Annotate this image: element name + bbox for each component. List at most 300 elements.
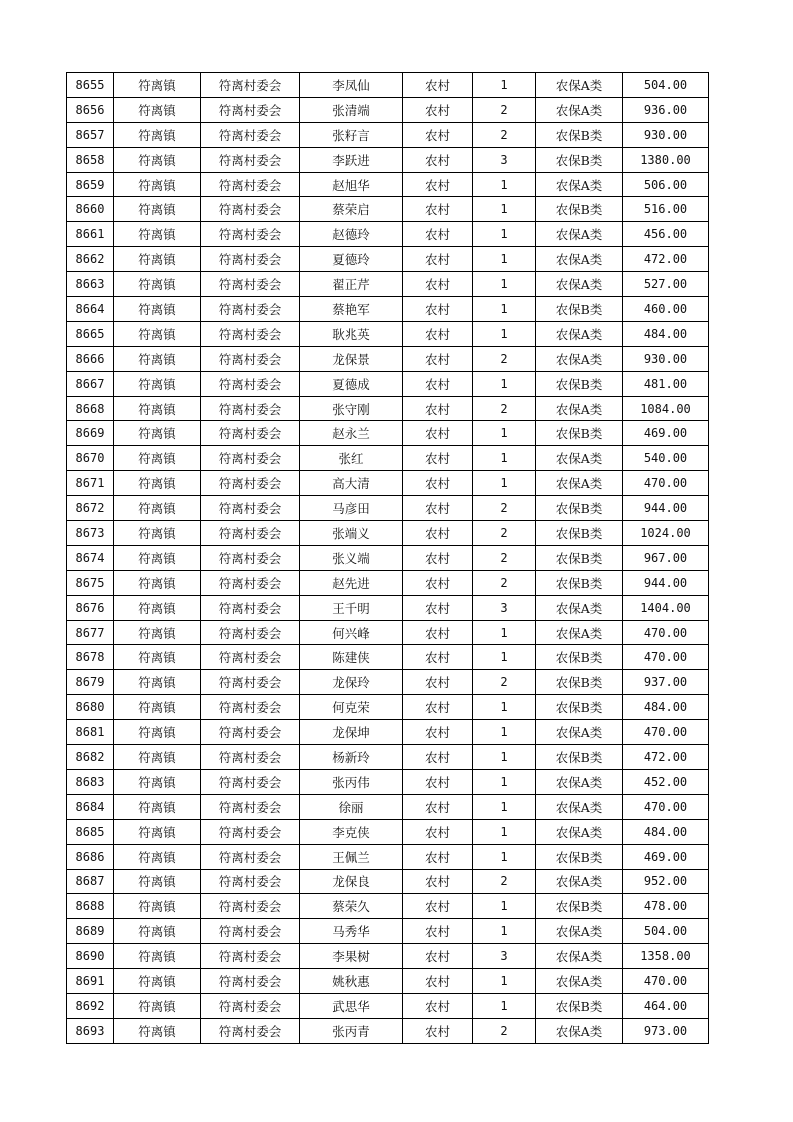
- insurance-category-cell: 农保A类: [536, 97, 623, 122]
- area-type-cell: 农村: [403, 944, 473, 969]
- insurance-category-cell: 农保B类: [536, 147, 623, 172]
- amount-cell: 481.00: [623, 371, 709, 396]
- insurance-category-cell: 农保B类: [536, 645, 623, 670]
- record-number-cell: 8662: [67, 247, 114, 272]
- person-name-cell: 何兴峰: [300, 620, 403, 645]
- table-row: [67, 222, 709, 247]
- record-number-cell: 8676: [67, 595, 114, 620]
- amount-cell: 470.00: [623, 471, 709, 496]
- town-cell: 符离镇: [114, 670, 201, 695]
- village-committee-cell: 符离村委会: [201, 595, 300, 620]
- area-type-cell: 农村: [403, 446, 473, 471]
- person-name-cell: 蔡艳军: [300, 297, 403, 322]
- amount-cell: 452.00: [623, 769, 709, 794]
- table-row: [67, 446, 709, 471]
- insurance-category-cell: 农保A类: [536, 1018, 623, 1043]
- town-cell: 符离镇: [114, 595, 201, 620]
- table-row: [67, 496, 709, 521]
- area-type-cell: 农村: [403, 993, 473, 1018]
- record-number-cell: 8678: [67, 645, 114, 670]
- insurance-category-cell: 农保B类: [536, 496, 623, 521]
- record-number-cell: 8673: [67, 521, 114, 546]
- table-row: [67, 545, 709, 570]
- town-cell: 符离镇: [114, 620, 201, 645]
- record-number-cell: 8659: [67, 172, 114, 197]
- record-number-cell: 8674: [67, 545, 114, 570]
- household-count-cell: 1: [473, 197, 536, 222]
- village-committee-cell: 符离村委会: [201, 446, 300, 471]
- village-committee-cell: 符离村委会: [201, 570, 300, 595]
- town-cell: 符离镇: [114, 471, 201, 496]
- town-cell: 符离镇: [114, 645, 201, 670]
- household-count-cell: 1: [473, 819, 536, 844]
- area-type-cell: 农村: [403, 222, 473, 247]
- amount-cell: 944.00: [623, 496, 709, 521]
- person-name-cell: 张清端: [300, 97, 403, 122]
- household-count-cell: 2: [473, 122, 536, 147]
- table-body: [67, 73, 709, 1044]
- record-number-cell: 8657: [67, 122, 114, 147]
- household-count-cell: 1: [473, 222, 536, 247]
- town-cell: 符离镇: [114, 496, 201, 521]
- town-cell: 符离镇: [114, 297, 201, 322]
- insurance-category-cell: 农保A类: [536, 247, 623, 272]
- village-committee-cell: 符离村委会: [201, 969, 300, 994]
- town-cell: 符离镇: [114, 570, 201, 595]
- insurance-category-cell: 农保A类: [536, 272, 623, 297]
- insurance-category-cell: 农保A类: [536, 969, 623, 994]
- amount-cell: 470.00: [623, 645, 709, 670]
- person-name-cell: 马彦田: [300, 496, 403, 521]
- amount-cell: 478.00: [623, 894, 709, 919]
- amount-cell: 967.00: [623, 545, 709, 570]
- amount-cell: 1358.00: [623, 944, 709, 969]
- table-row: [67, 944, 709, 969]
- household-count-cell: 1: [473, 172, 536, 197]
- insurance-category-cell: 农保B类: [536, 122, 623, 147]
- amount-cell: 930.00: [623, 346, 709, 371]
- household-count-cell: 2: [473, 97, 536, 122]
- village-committee-cell: 符离村委会: [201, 745, 300, 770]
- insurance-category-cell: 农保A类: [536, 321, 623, 346]
- record-number-cell: 8663: [67, 272, 114, 297]
- record-number-cell: 8683: [67, 769, 114, 794]
- amount-cell: 472.00: [623, 247, 709, 272]
- person-name-cell: 李凤仙: [300, 73, 403, 98]
- table-row: [67, 272, 709, 297]
- insurance-category-cell: 农保B类: [536, 670, 623, 695]
- amount-cell: 470.00: [623, 720, 709, 745]
- household-count-cell: 1: [473, 471, 536, 496]
- household-count-cell: 1: [473, 695, 536, 720]
- town-cell: 符离镇: [114, 446, 201, 471]
- amount-cell: 930.00: [623, 122, 709, 147]
- amount-cell: 1404.00: [623, 595, 709, 620]
- village-committee-cell: 符离村委会: [201, 346, 300, 371]
- insurance-category-cell: 农保B类: [536, 745, 623, 770]
- table-row: [67, 172, 709, 197]
- area-type-cell: 农村: [403, 894, 473, 919]
- amount-cell: 504.00: [623, 919, 709, 944]
- amount-cell: 540.00: [623, 446, 709, 471]
- household-count-cell: 2: [473, 496, 536, 521]
- amount-cell: 504.00: [623, 73, 709, 98]
- table-row: [67, 97, 709, 122]
- amount-cell: 952.00: [623, 869, 709, 894]
- person-name-cell: 李克侠: [300, 819, 403, 844]
- town-cell: 符离镇: [114, 371, 201, 396]
- amount-cell: 484.00: [623, 695, 709, 720]
- person-name-cell: 赵永兰: [300, 421, 403, 446]
- record-number-cell: 8686: [67, 844, 114, 869]
- household-count-cell: 2: [473, 396, 536, 421]
- record-number-cell: 8664: [67, 297, 114, 322]
- area-type-cell: 农村: [403, 122, 473, 147]
- area-type-cell: 农村: [403, 73, 473, 98]
- insurance-category-cell: 农保A类: [536, 222, 623, 247]
- village-committee-cell: 符离村委会: [201, 645, 300, 670]
- insurance-category-cell: 农保B类: [536, 545, 623, 570]
- amount-cell: 506.00: [623, 172, 709, 197]
- table-row: [67, 396, 709, 421]
- record-number-cell: 8682: [67, 745, 114, 770]
- household-count-cell: 1: [473, 969, 536, 994]
- area-type-cell: 农村: [403, 297, 473, 322]
- person-name-cell: 张义端: [300, 545, 403, 570]
- insurance-category-cell: 农保B类: [536, 421, 623, 446]
- household-count-cell: 1: [473, 620, 536, 645]
- record-number-cell: 8671: [67, 471, 114, 496]
- area-type-cell: 农村: [403, 172, 473, 197]
- record-number-cell: 8661: [67, 222, 114, 247]
- amount-cell: 469.00: [623, 421, 709, 446]
- record-number-cell: 8660: [67, 197, 114, 222]
- town-cell: 符离镇: [114, 247, 201, 272]
- table-row: [67, 645, 709, 670]
- town-cell: 符离镇: [114, 969, 201, 994]
- record-number-cell: 8655: [67, 73, 114, 98]
- person-name-cell: 武思华: [300, 993, 403, 1018]
- table-row: [67, 346, 709, 371]
- area-type-cell: 农村: [403, 745, 473, 770]
- table-row: [67, 919, 709, 944]
- record-number-cell: 8679: [67, 670, 114, 695]
- town-cell: 符离镇: [114, 944, 201, 969]
- amount-cell: 470.00: [623, 620, 709, 645]
- household-count-cell: 1: [473, 745, 536, 770]
- table-row: [67, 471, 709, 496]
- area-type-cell: 农村: [403, 471, 473, 496]
- amount-cell: 1024.00: [623, 521, 709, 546]
- table-row: [67, 1018, 709, 1043]
- town-cell: 符离镇: [114, 396, 201, 421]
- village-committee-cell: 符离村委会: [201, 819, 300, 844]
- table-row: [67, 147, 709, 172]
- household-count-cell: 1: [473, 645, 536, 670]
- table-row: [67, 844, 709, 869]
- area-type-cell: 农村: [403, 147, 473, 172]
- village-committee-cell: 符离村委会: [201, 147, 300, 172]
- amount-cell: 469.00: [623, 844, 709, 869]
- table-row: [67, 745, 709, 770]
- record-number-cell: 8675: [67, 570, 114, 595]
- village-committee-cell: 符离村委会: [201, 794, 300, 819]
- household-count-cell: 1: [473, 769, 536, 794]
- household-count-cell: 3: [473, 595, 536, 620]
- table-row: [67, 570, 709, 595]
- village-committee-cell: 符离村委会: [201, 993, 300, 1018]
- table-row: [67, 769, 709, 794]
- town-cell: 符离镇: [114, 993, 201, 1018]
- town-cell: 符离镇: [114, 272, 201, 297]
- record-number-cell: 8677: [67, 620, 114, 645]
- table-row: [67, 620, 709, 645]
- record-number-cell: 8684: [67, 794, 114, 819]
- household-count-cell: 1: [473, 446, 536, 471]
- village-committee-cell: 符离村委会: [201, 371, 300, 396]
- village-committee-cell: 符离村委会: [201, 545, 300, 570]
- town-cell: 符离镇: [114, 794, 201, 819]
- record-number-cell: 8690: [67, 944, 114, 969]
- amount-cell: 1084.00: [623, 396, 709, 421]
- household-count-cell: 2: [473, 869, 536, 894]
- table-row: [67, 595, 709, 620]
- village-committee-cell: 符离村委会: [201, 894, 300, 919]
- person-name-cell: 杨新玲: [300, 745, 403, 770]
- record-number-cell: 8689: [67, 919, 114, 944]
- insurance-category-cell: 农保A类: [536, 446, 623, 471]
- insurance-category-cell: 农保B类: [536, 197, 623, 222]
- insurance-category-cell: 农保A类: [536, 869, 623, 894]
- household-count-cell: 1: [473, 844, 536, 869]
- area-type-cell: 农村: [403, 421, 473, 446]
- insurance-category-cell: 农保B类: [536, 297, 623, 322]
- area-type-cell: 农村: [403, 545, 473, 570]
- record-number-cell: 8667: [67, 371, 114, 396]
- insurance-category-cell: 农保A类: [536, 794, 623, 819]
- table-row: [67, 969, 709, 994]
- amount-cell: 484.00: [623, 819, 709, 844]
- person-name-cell: 张红: [300, 446, 403, 471]
- person-name-cell: 高大清: [300, 471, 403, 496]
- household-count-cell: 2: [473, 545, 536, 570]
- area-type-cell: 农村: [403, 720, 473, 745]
- record-number-cell: 8665: [67, 321, 114, 346]
- record-number-cell: 8681: [67, 720, 114, 745]
- insurance-category-cell: 农保A类: [536, 73, 623, 98]
- insurance-category-cell: 农保A类: [536, 471, 623, 496]
- town-cell: 符离镇: [114, 172, 201, 197]
- area-type-cell: 农村: [403, 521, 473, 546]
- insurance-category-cell: 农保A类: [536, 595, 623, 620]
- amount-cell: 472.00: [623, 745, 709, 770]
- record-number-cell: 8688: [67, 894, 114, 919]
- record-number-cell: 8692: [67, 993, 114, 1018]
- town-cell: 符离镇: [114, 919, 201, 944]
- insurance-category-cell: 农保A类: [536, 396, 623, 421]
- person-name-cell: 张守刚: [300, 396, 403, 421]
- village-committee-cell: 符离村委会: [201, 297, 300, 322]
- person-name-cell: 蔡荣久: [300, 894, 403, 919]
- village-committee-cell: 符离村委会: [201, 396, 300, 421]
- person-name-cell: 龙保坤: [300, 720, 403, 745]
- household-count-cell: 3: [473, 944, 536, 969]
- record-number-cell: 8668: [67, 396, 114, 421]
- household-count-cell: 1: [473, 297, 536, 322]
- person-name-cell: 赵先进: [300, 570, 403, 595]
- person-name-cell: 赵旭华: [300, 172, 403, 197]
- area-type-cell: 农村: [403, 346, 473, 371]
- table-row: [67, 670, 709, 695]
- insurance-category-cell: 农保A类: [536, 819, 623, 844]
- household-count-cell: 2: [473, 1018, 536, 1043]
- village-committee-cell: 符离村委会: [201, 421, 300, 446]
- village-committee-cell: 符离村委会: [201, 869, 300, 894]
- table-row: [67, 894, 709, 919]
- record-number-cell: 8685: [67, 819, 114, 844]
- household-count-cell: 1: [473, 894, 536, 919]
- town-cell: 符离镇: [114, 346, 201, 371]
- town-cell: 符离镇: [114, 197, 201, 222]
- amount-cell: 973.00: [623, 1018, 709, 1043]
- table-row: [67, 421, 709, 446]
- amount-cell: 464.00: [623, 993, 709, 1018]
- insurance-category-cell: 农保A类: [536, 720, 623, 745]
- record-number-cell: 8693: [67, 1018, 114, 1043]
- amount-cell: 456.00: [623, 222, 709, 247]
- insurance-category-cell: 农保B类: [536, 371, 623, 396]
- town-cell: 符离镇: [114, 894, 201, 919]
- household-count-cell: 2: [473, 521, 536, 546]
- town-cell: 符离镇: [114, 122, 201, 147]
- person-name-cell: 张籽言: [300, 122, 403, 147]
- village-committee-cell: 符离村委会: [201, 919, 300, 944]
- village-committee-cell: 符离村委会: [201, 1018, 300, 1043]
- town-cell: 符离镇: [114, 869, 201, 894]
- village-committee-cell: 符离村委会: [201, 471, 300, 496]
- village-committee-cell: 符离村委会: [201, 769, 300, 794]
- record-number-cell: 8691: [67, 969, 114, 994]
- household-count-cell: 1: [473, 371, 536, 396]
- subsidy-table: [66, 72, 709, 1044]
- area-type-cell: 农村: [403, 247, 473, 272]
- town-cell: 符离镇: [114, 819, 201, 844]
- amount-cell: 937.00: [623, 670, 709, 695]
- village-committee-cell: 符离村委会: [201, 496, 300, 521]
- person-name-cell: 翟正芹: [300, 272, 403, 297]
- table-row: [67, 521, 709, 546]
- area-type-cell: 农村: [403, 844, 473, 869]
- person-name-cell: 张丙伟: [300, 769, 403, 794]
- village-committee-cell: 符离村委会: [201, 521, 300, 546]
- amount-cell: 936.00: [623, 97, 709, 122]
- insurance-category-cell: 农保A类: [536, 944, 623, 969]
- area-type-cell: 农村: [403, 496, 473, 521]
- insurance-category-cell: 农保A类: [536, 919, 623, 944]
- amount-cell: 470.00: [623, 969, 709, 994]
- village-committee-cell: 符离村委会: [201, 172, 300, 197]
- table-row: [67, 869, 709, 894]
- person-name-cell: 陈建侠: [300, 645, 403, 670]
- area-type-cell: 农村: [403, 819, 473, 844]
- insurance-category-cell: 农保A类: [536, 346, 623, 371]
- person-name-cell: 王佩兰: [300, 844, 403, 869]
- household-count-cell: 1: [473, 794, 536, 819]
- village-committee-cell: 符离村委会: [201, 272, 300, 297]
- village-committee-cell: 符离村委会: [201, 944, 300, 969]
- town-cell: 符离镇: [114, 97, 201, 122]
- amount-cell: 944.00: [623, 570, 709, 595]
- person-name-cell: 夏德玲: [300, 247, 403, 272]
- village-committee-cell: 符离村委会: [201, 122, 300, 147]
- person-name-cell: 龙保玲: [300, 670, 403, 695]
- area-type-cell: 农村: [403, 1018, 473, 1043]
- area-type-cell: 农村: [403, 396, 473, 421]
- insurance-category-cell: 农保A类: [536, 620, 623, 645]
- area-type-cell: 农村: [403, 197, 473, 222]
- household-count-cell: 1: [473, 73, 536, 98]
- person-name-cell: 赵德玲: [300, 222, 403, 247]
- town-cell: 符离镇: [114, 1018, 201, 1043]
- household-count-cell: 2: [473, 570, 536, 595]
- amount-cell: 516.00: [623, 197, 709, 222]
- insurance-category-cell: 农保A类: [536, 172, 623, 197]
- area-type-cell: 农村: [403, 670, 473, 695]
- area-type-cell: 农村: [403, 272, 473, 297]
- household-count-cell: 1: [473, 720, 536, 745]
- amount-cell: 460.00: [623, 297, 709, 322]
- table-row: [67, 122, 709, 147]
- area-type-cell: 农村: [403, 371, 473, 396]
- area-type-cell: 农村: [403, 97, 473, 122]
- person-name-cell: 耿兆英: [300, 321, 403, 346]
- record-number-cell: 8669: [67, 421, 114, 446]
- area-type-cell: 农村: [403, 769, 473, 794]
- amount-cell: 1380.00: [623, 147, 709, 172]
- area-type-cell: 农村: [403, 645, 473, 670]
- town-cell: 符离镇: [114, 745, 201, 770]
- village-committee-cell: 符离村委会: [201, 97, 300, 122]
- person-name-cell: 张端义: [300, 521, 403, 546]
- town-cell: 符离镇: [114, 844, 201, 869]
- insurance-category-cell: 农保B类: [536, 570, 623, 595]
- person-name-cell: 龙保景: [300, 346, 403, 371]
- village-committee-cell: 符离村委会: [201, 670, 300, 695]
- household-count-cell: 1: [473, 272, 536, 297]
- area-type-cell: 农村: [403, 969, 473, 994]
- person-name-cell: 夏德成: [300, 371, 403, 396]
- area-type-cell: 农村: [403, 869, 473, 894]
- village-committee-cell: 符离村委会: [201, 695, 300, 720]
- table-row: [67, 819, 709, 844]
- person-name-cell: 何克荣: [300, 695, 403, 720]
- table-row: [67, 321, 709, 346]
- town-cell: 符离镇: [114, 421, 201, 446]
- record-number-cell: 8658: [67, 147, 114, 172]
- village-committee-cell: 符离村委会: [201, 620, 300, 645]
- village-committee-cell: 符离村委会: [201, 73, 300, 98]
- town-cell: 符离镇: [114, 695, 201, 720]
- person-name-cell: 马秀华: [300, 919, 403, 944]
- household-count-cell: 1: [473, 993, 536, 1018]
- amount-cell: 484.00: [623, 321, 709, 346]
- table-row: [67, 247, 709, 272]
- record-number-cell: 8672: [67, 496, 114, 521]
- table-row: [67, 720, 709, 745]
- area-type-cell: 农村: [403, 919, 473, 944]
- table-row: [67, 297, 709, 322]
- person-name-cell: 张丙青: [300, 1018, 403, 1043]
